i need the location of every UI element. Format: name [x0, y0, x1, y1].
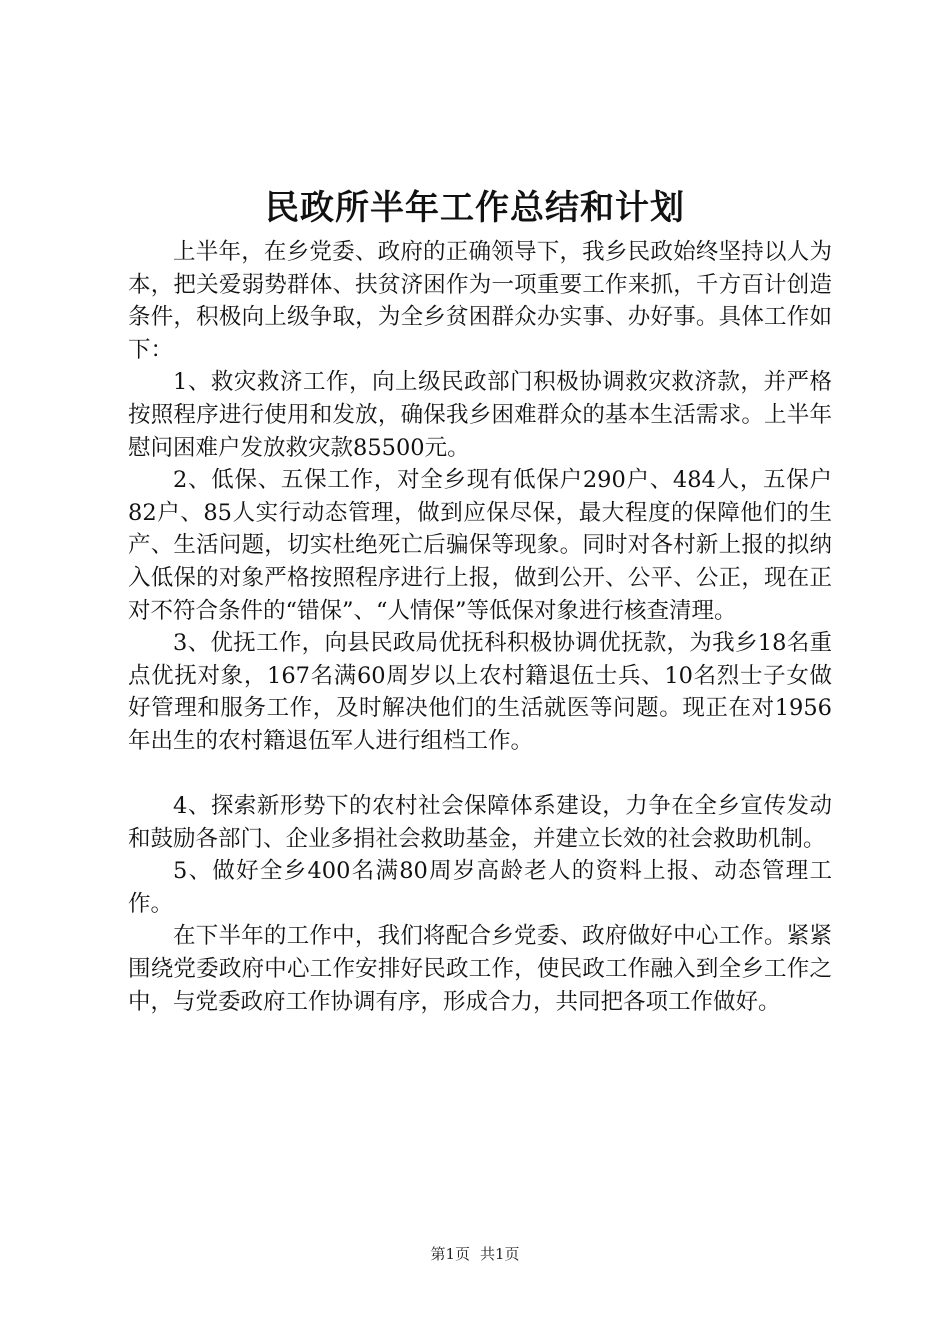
page-number: 第1页 — [430, 1245, 470, 1263]
document-title: 民政所半年工作总结和计划 — [265, 188, 685, 228]
paragraph-item-1: 1、救灾救济工作，向上级民政部门积极协调救灾救济款，并严格按照程序进行使用和发放，确保我乡困难群众的基本生活需求。上半年慰问困难户发放救灾款85500元。 — [128, 369, 832, 461]
paragraph-plan: 在下半年的工作中，我们将配合乡党委、政府做好中心工作。紧紧围绕党委政府中心工作安排好民政工作，使民政工作融入到全乡工作之中，与党委政府工作协调有序，形成合力，共同把各项工作做好。 — [128, 923, 832, 1015]
paragraph-item-2: 2、低保、五保工作，对全乡现有低保户290户、484人，五保户82户、85人实行动态管理，做到应保尽保，最大程度的保障他们的生产、生活问题，切实杜绝死亡后骗保等现象。同时对各村新上报的拟纳入低保的对象严格按照程序进行上报，做到公开、公平、公正，现在正对不符合条件的“错保”、“人情保”等低保对象进行核查清理。 — [128, 467, 832, 624]
paragraph-item-5: 5、做好全乡400名满80周岁高龄老人的资料上报、动态管理工作。 — [128, 858, 832, 917]
paragraph-intro: 上半年，在乡党委、政府的正确领导下，我乡民政始终坚持以人为本，把关爱弱势群体、扶贫济困作为一项重要工作来抓，千方百计创造条件，积极向上级争取，为全乡贫困群众办实事、办好事。具体工作如下： — [128, 239, 832, 363]
page-footer — [0, 1244, 950, 1264]
paragraph-item-3: 3、优抚工作，向县民政局优抚科积极协调优抚款，为我乡18名重点优抚对象，167名满60周岁以上农村籍退伍士兵、10名烈士子女做好管理和服务工作，及时解决他们的生活就医等问题。现正在对1956年出生的农村籍退伍军人进行组档工作。 — [128, 630, 832, 754]
document-body — [128, 236, 832, 1018]
page-total: 共1页 — [480, 1245, 520, 1263]
paragraph-item-4: 4、探索新形势下的农村社会保障体系建设，力争在全乡宣传发动和鼓励各部门、企业多捐社会救助基金，并建立长效的社会救助机制。 — [128, 793, 832, 852]
